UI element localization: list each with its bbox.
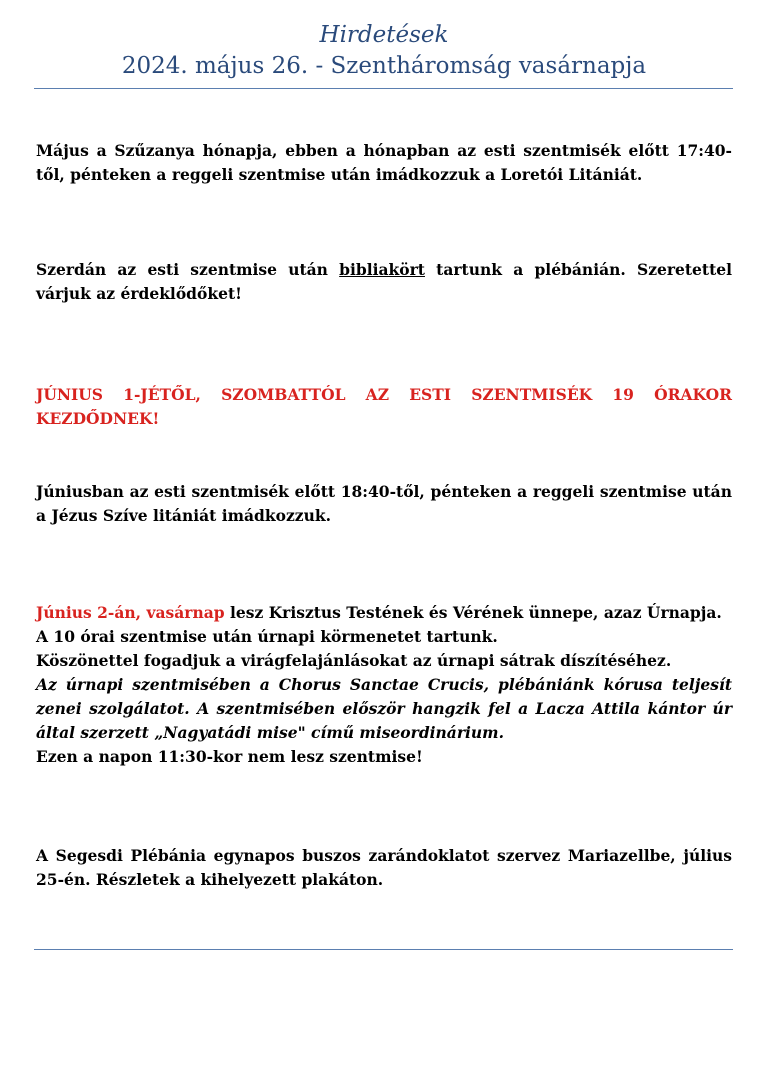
- corpus-christi-date: Június 2-án, vasárnap: [36, 603, 225, 622]
- announcement-may-litany: [36, 139, 732, 187]
- top-divider: [34, 88, 733, 89]
- corpus-christi-line3: Köszönettel fogadjuk a virágfelajánlásokat az úrnapi sátrak díszítéséhez.: [36, 651, 672, 670]
- bible-circle-text: [36, 258, 732, 306]
- corpus-christi-choir: Az úrnapi szentmisében a Chorus Sanctae Crucis, plébániánk kórusa teljesít zenei szolgálatot. A szentmisében először hangzik fel a Lacza Attila kántor úr által szerzett „Nagyatádi mise" című miseordinárium.: [36, 675, 732, 742]
- june-litany-text: Júniusban az esti szentmisék előtt 18:40-től, pénteken a reggeli szentmise után a Jézus Szíve litániát imádkozzuk.: [36, 482, 732, 525]
- schedule-change-text: JÚNIUS 1-JÉTŐL, SZOMBATTÓL AZ ESTI SZENTMISÉK 19 ÓRAKOR KEZDŐDNEK!: [36, 385, 732, 428]
- bible-circle-underlined: bibliakört: [339, 260, 425, 279]
- corpus-christi-line2: A 10 órai szentmise után úrnapi körmenetet tartunk.: [36, 627, 498, 646]
- corpus-christi-line1: [36, 601, 732, 625]
- bottom-divider: [34, 949, 733, 950]
- pilgrimage-text: A Segesdi Plébánia egynapos buszos zarándoklatot szervez Mariazellbe, július 25-én. Részletek a kihelyezett plakáton.: [36, 846, 732, 889]
- announcement-pilgrimage: [36, 844, 732, 892]
- announcement-bible-circle: [36, 258, 732, 306]
- page-title: Hirdetések: [319, 22, 449, 48]
- bible-circle-before: Szerdán az esti szentmise után: [36, 260, 340, 279]
- page-subtitle: 2024. május 26. - Szentháromság vasárnapja: [121, 53, 647, 79]
- announcement-june-litany: [36, 480, 732, 528]
- corpus-christi-line1-rest: lesz Krisztus Testének és Vérének ünnepe, azaz Úrnapja.: [224, 603, 722, 622]
- announcement-corpus-christi: [36, 601, 732, 769]
- corpus-christi-no-mass: Ezen a napon 11:30-kor nem lesz szentmise!: [36, 747, 423, 766]
- bible-circle-after: tartunk a plébánián. Szeretettel várjuk az érdeklődőket!: [36, 260, 732, 303]
- announcement-schedule-change: [36, 383, 732, 431]
- may-litany-text: Május a Szűzanya hónapja, ebben a hónapban az esti szentmisék előtt 17:40-től, pénteken a reggeli szentmise után imádkozzuk a Loretói Litániát.: [36, 141, 732, 184]
